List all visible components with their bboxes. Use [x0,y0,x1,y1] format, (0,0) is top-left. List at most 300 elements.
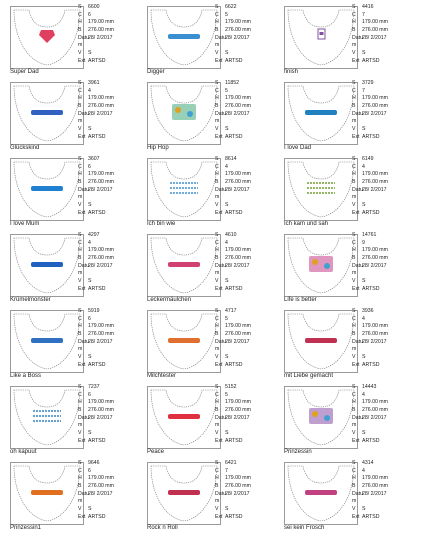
colors-value: 4 [225,239,228,246]
motif-lettering [31,338,63,343]
colors-value: 6 [88,11,91,18]
extension-value: ARTSD [88,437,106,444]
date-row-cont [78,194,146,202]
design-info [78,308,146,370]
design-thumbnail [10,234,84,297]
height-label: H [78,475,82,482]
bib-outline-image [11,311,83,372]
version-value: S [88,354,92,361]
width-row [78,407,146,415]
motif-block [309,408,333,424]
version-label: V [352,50,356,57]
date-row [78,35,146,43]
version-value: S [362,202,366,209]
version-row [352,50,420,58]
colors-value: 5 [225,315,228,322]
design-card[interactable] [10,4,146,79]
extension-value: ARTSD [362,361,380,368]
extension-value: ARTSD [225,133,243,140]
version-value: S [225,126,229,133]
width-label: B [352,483,356,490]
width-label: B [215,483,219,490]
colors-row [78,316,146,324]
design-name: Prinzessin [284,449,312,455]
height-row [352,95,420,103]
extension-label: Ext [352,285,360,292]
date-label-cont: m [352,194,357,201]
stitches-row [78,80,146,88]
width-row [78,255,146,263]
version-value: S [225,202,229,209]
design-thumbnail [147,82,221,145]
bib-outline-image [11,463,83,524]
extension-value: ARTSD [362,133,380,140]
height-value: 179.00 mm [88,247,114,254]
height-value: 179.00 mm [362,323,388,330]
colors-label: C [352,11,356,18]
version-label: V [215,126,219,133]
colors-label: C [352,467,356,474]
extension-row [78,286,146,294]
design-thumbnail [284,310,358,373]
version-row [215,50,283,58]
extension-row [78,58,146,66]
width-row [352,407,420,415]
height-row [352,19,420,27]
design-card[interactable] [284,308,420,383]
date-label: Datu [352,110,363,117]
colors-label: C [352,163,356,170]
extension-row [215,362,283,370]
version-label: V [215,202,219,209]
design-card[interactable] [147,4,283,79]
motif-lettering [31,110,63,115]
width-value: 276.00 mm [225,255,251,262]
design-card[interactable] [284,460,420,535]
version-row [78,506,146,514]
width-row [78,179,146,187]
date-label-cont: m [352,118,357,125]
colors-label: C [78,315,82,322]
embroidery-motif [168,262,200,267]
motif-lettering [31,262,63,267]
height-row [78,247,146,255]
extension-label: Ext [78,285,86,292]
embroidery-motif [307,183,335,193]
design-card[interactable] [284,384,420,459]
colors-value: 4 [88,87,91,94]
stitches-label: S [352,4,356,10]
width-label: B [78,407,82,414]
stitches-row [215,4,283,12]
date-value: 28/ 2/2017 [225,338,250,345]
date-label-cont: m [215,118,220,125]
extension-row [215,134,283,142]
width-value: 276.00 mm [362,103,388,110]
version-label: V [215,506,219,513]
date-value: 28/ 2/2017 [362,490,387,497]
design-name: Like a Boss [10,373,42,379]
colors-label: C [215,391,219,398]
extension-value: ARTSD [88,285,106,292]
bib-outline-image [148,83,220,144]
date-row [215,491,283,499]
version-row [215,126,283,134]
date-row [215,187,283,195]
height-row [78,171,146,179]
version-label: V [78,278,82,285]
design-card[interactable] [147,232,283,307]
width-value: 276.00 mm [88,407,114,414]
stitches-value: 14443 [362,384,377,390]
date-value: 28/ 2/2017 [225,186,250,193]
design-thumbnail [147,158,221,221]
design-card[interactable] [147,384,283,459]
date-row [215,263,283,271]
height-value: 179.00 mm [225,171,251,178]
motif-badge [39,30,55,43]
width-row [215,27,283,35]
stitches-value: 4416 [362,4,374,10]
height-row [352,323,420,331]
extension-label: Ext [215,209,223,216]
version-label: V [215,430,219,437]
date-row [215,35,283,43]
version-label: V [352,506,356,513]
extension-value: ARTSD [88,361,106,368]
embroidery-motif [31,338,63,343]
stitches-label: S [215,384,219,390]
date-row-cont [352,118,420,126]
stitches-label: S [78,384,82,390]
date-value: 28/ 2/2017 [88,110,113,117]
extension-row [78,134,146,142]
date-label-cont: m [352,346,357,353]
date-row [352,35,420,43]
stitches-row [352,80,420,88]
colors-label: C [78,391,82,398]
design-info [78,4,146,66]
date-label: Datu [78,110,89,117]
height-row [352,247,420,255]
width-value: 276.00 mm [225,179,251,186]
width-row [352,331,420,339]
design-info [215,460,283,522]
bib-outline-image [285,159,357,220]
version-row [78,126,146,134]
version-label: V [352,430,356,437]
motif-lettering [31,186,63,191]
width-row [352,27,420,35]
extension-row [78,362,146,370]
design-name: Prinzessin1 [10,525,42,531]
stitches-label: S [352,308,356,314]
design-name: Digger [147,69,165,75]
extension-row [78,210,146,218]
colors-label: C [215,315,219,322]
design-name: finish [284,69,299,75]
design-thumbnail [147,6,221,69]
extension-value: ARTSD [225,285,243,292]
stitches-value: 3961 [88,80,100,86]
height-row [215,171,283,179]
date-label: Datu [352,414,363,421]
design-card[interactable] [10,232,146,307]
height-row [352,399,420,407]
colors-row [352,88,420,96]
height-label: H [78,247,82,254]
date-label-cont: m [215,498,220,505]
colors-row [352,164,420,172]
date-label: Datu [215,34,226,41]
version-label: V [215,354,219,361]
date-label-cont: m [78,422,83,429]
colors-label: C [352,239,356,246]
colors-value: 4 [225,163,228,170]
width-label: B [78,483,82,490]
date-value: 28/ 2/2017 [225,110,250,117]
stitches-row [78,4,146,12]
extension-label: Ext [78,513,86,520]
extension-label: Ext [78,209,86,216]
colors-row [78,88,146,96]
date-value: 28/ 2/2017 [362,262,387,269]
extension-value: ARTSD [225,209,243,216]
design-card[interactable] [10,80,146,155]
extension-label: Ext [215,361,223,368]
stitches-label: S [215,156,219,162]
design-card[interactable] [10,156,146,231]
version-value: S [362,430,366,437]
version-value: S [88,50,92,57]
width-label: B [215,331,219,338]
design-thumbnail [10,6,84,69]
date-row-cont [352,270,420,278]
design-card[interactable] [284,4,420,79]
version-row [352,354,420,362]
stitches-value: 5152 [225,384,237,390]
design-card[interactable] [147,460,283,535]
motif-block [309,256,333,272]
width-value: 276.00 mm [362,331,388,338]
date-label-cont: m [352,498,357,505]
stitches-value: 6622 [225,4,237,10]
date-label-cont: m [352,270,357,277]
stitches-label: S [352,460,356,466]
width-label: B [215,103,219,110]
stitches-row [78,384,146,392]
extension-row [215,58,283,66]
design-thumbnail [10,158,84,221]
design-card[interactable] [147,156,283,231]
stitches-label: S [352,232,356,238]
design-name: Ich kam und sah [284,221,329,227]
height-value: 179.00 mm [225,323,251,330]
version-row [215,354,283,362]
version-value: S [362,50,366,57]
date-row [78,263,146,271]
stitches-value: 6600 [88,4,100,10]
colors-value: 5 [225,391,228,398]
version-value: S [362,278,366,285]
date-row-cont [215,346,283,354]
design-info [215,232,283,294]
motif-dot [187,111,193,117]
height-label: H [78,19,82,26]
date-row-cont [78,422,146,430]
date-row-cont [215,270,283,278]
extension-label: Ext [352,437,360,444]
colors-value: 7 [362,87,365,94]
colors-label: C [215,163,219,170]
design-thumbnail [10,386,84,449]
date-value: 28/ 2/2017 [88,414,113,421]
version-row [352,506,420,514]
date-label: Datu [78,338,89,345]
design-thumbnail [147,310,221,373]
version-row [215,278,283,286]
height-value: 179.00 mm [88,95,114,102]
design-card[interactable] [147,308,283,383]
embroidery-motif [33,411,61,421]
extension-row [352,286,420,294]
version-label: V [78,50,82,57]
width-label: B [352,27,356,34]
motif-block [172,104,196,120]
date-row-cont [78,118,146,126]
design-name: I love Dad [284,145,312,151]
motif-dot [312,411,318,417]
height-label: H [352,95,356,102]
extension-value: ARTSD [225,513,243,520]
version-value: S [362,354,366,361]
stitches-label: S [78,156,82,162]
embroidery-motif [309,408,333,424]
version-row [352,126,420,134]
colors-label: C [352,391,356,398]
width-row [352,179,420,187]
extension-row [352,438,420,446]
design-card[interactable] [10,460,146,535]
height-label: H [78,171,82,178]
stitches-value: 11852 [225,80,240,86]
motif-lettering [31,490,63,495]
bib-outline-image [148,311,220,372]
colors-label: C [352,315,356,322]
stitches-value: 5919 [88,308,100,314]
embroidery-motif [31,262,63,267]
design-name: Milchtester [147,373,177,379]
design-card[interactable] [147,80,283,155]
stitches-value: 6149 [362,156,374,162]
colors-row [215,164,283,172]
date-row-cont [352,422,420,430]
colors-label: C [78,11,82,18]
design-thumbnail [284,234,358,297]
stitches-label: S [352,156,356,162]
motif-lettering [305,490,337,495]
version-value: S [88,202,92,209]
design-card[interactable] [284,80,420,155]
width-row [78,331,146,339]
date-value: 28/ 2/2017 [88,490,113,497]
date-label: Datu [215,262,226,269]
version-row [215,202,283,210]
design-info [78,384,146,446]
bib-outline-image [11,159,83,220]
design-name: Krümelmonster [10,297,51,303]
date-row [352,339,420,347]
version-label: V [352,126,356,133]
height-value: 179.00 mm [88,475,114,482]
colors-row [215,392,283,400]
date-value: 28/ 2/2017 [362,338,387,345]
motif-lettering [305,110,337,115]
width-label: B [215,255,219,262]
colors-value: 6 [88,391,91,398]
extension-value: ARTSD [225,361,243,368]
height-value: 179.00 mm [362,399,388,406]
version-row [78,278,146,286]
design-card[interactable] [284,232,420,307]
embroidery-motif [305,110,337,115]
version-value: S [88,126,92,133]
width-label: B [215,407,219,414]
design-card[interactable] [284,156,420,231]
design-card[interactable] [10,308,146,383]
date-label: Datu [215,338,226,345]
height-value: 179.00 mm [225,95,251,102]
version-row [78,354,146,362]
date-label: Datu [352,490,363,497]
bib-outline-image [285,463,357,524]
colors-value: 6 [88,315,91,322]
stitches-value: 3607 [88,156,100,162]
width-value: 276.00 mm [88,483,114,490]
stitches-value: 4297 [88,232,100,238]
date-row-cont [78,498,146,506]
stitches-row [78,232,146,240]
width-label: B [352,407,356,414]
width-value: 276.00 mm [225,103,251,110]
width-value: 276.00 mm [88,331,114,338]
colors-label: C [78,87,82,94]
height-row [78,95,146,103]
design-card[interactable] [10,384,146,459]
date-row-cont [215,42,283,50]
date-label: Datu [215,490,226,497]
height-row [215,95,283,103]
height-value: 179.00 mm [362,475,388,482]
date-label-cont: m [78,118,83,125]
version-row [78,430,146,438]
date-row [352,491,420,499]
extension-row [352,58,420,66]
version-value: S [225,278,229,285]
width-row [215,407,283,415]
height-row [215,19,283,27]
colors-value: 6 [88,163,91,170]
bib-outline-image [148,235,220,296]
extension-row [352,514,420,522]
embroidery-motif [318,29,325,39]
design-info [78,80,146,142]
motif-lettering [168,338,200,343]
date-label: Datu [78,414,89,421]
date-row [78,339,146,347]
height-row [215,247,283,255]
design-thumbnail [284,6,358,69]
